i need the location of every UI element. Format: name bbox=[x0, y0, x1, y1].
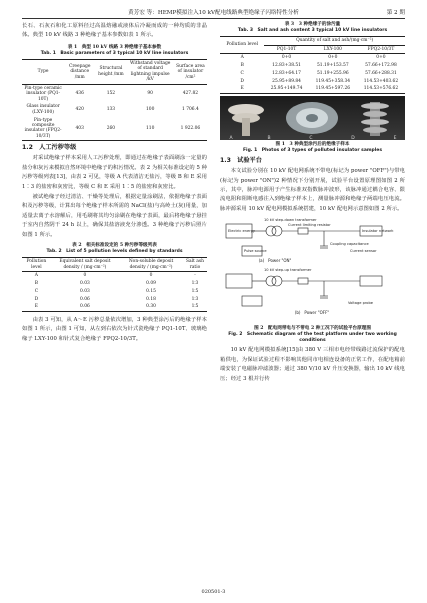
table-cell: 1 922.06 bbox=[174, 116, 207, 141]
table-cell: 260 bbox=[95, 116, 126, 141]
table-cell: A bbox=[34, 273, 38, 279]
table-cell: 114.53+576.62 bbox=[357, 85, 405, 93]
table-cell: 0.03 bbox=[80, 288, 90, 294]
table-cell: 0.30 bbox=[119, 303, 183, 311]
current-limit-label: Current limiting resistor bbox=[288, 223, 331, 228]
current-sensor-label: Current sensor bbox=[350, 249, 377, 254]
figure-1-caption-en: Fig. 1 Photos of 3 types of polluted insulator samples bbox=[242, 148, 383, 154]
table-1 bbox=[22, 45, 207, 142]
table-cell: 133 bbox=[106, 107, 116, 113]
table-3-header: PQ1-10T bbox=[264, 45, 308, 53]
result-paragraph: 由表 3 可知，从 A～E 污秽总量依次增加，3 种典型涂污后的绝缘子样本如图 1 所示，由图 1 可知，从左到右依次为针式瓷绝缘子 PQ1-10T、玻璃绝缘子 LXY-100 和针式复合绝缘子 FPQ2-10/3T。 bbox=[22, 317, 207, 342]
table-cell: C bbox=[240, 70, 244, 76]
step-up-transformer-icon bbox=[266, 276, 276, 286]
table-1-header: Creepage distance /mm bbox=[64, 60, 95, 85]
test-platform-schematic bbox=[220, 216, 405, 324]
insulator-photo bbox=[220, 96, 405, 140]
table-cell: B bbox=[34, 281, 38, 287]
table-cell: Pin-type composite insulator (FPQ2-10/3T) bbox=[22, 116, 64, 141]
table-cell: 25.95+149.74 bbox=[264, 85, 308, 93]
table-cell: 100 bbox=[146, 107, 155, 113]
table-cell: 0 bbox=[83, 273, 87, 279]
table-row bbox=[220, 70, 405, 78]
table-cell: 427.82 bbox=[182, 91, 199, 97]
table-cell: Pin-type ceramic insulator (PQ1-10T) bbox=[24, 85, 62, 102]
table-cell: E bbox=[22, 303, 51, 311]
table-1-header: Type bbox=[22, 60, 64, 85]
coupling-label: Coupling capacitance bbox=[330, 242, 369, 247]
sample-label: E bbox=[393, 135, 397, 141]
table-2 bbox=[22, 243, 207, 312]
table-row bbox=[22, 288, 207, 296]
table-row bbox=[22, 103, 207, 116]
figure-1-caption-cn: 图 1 3 种典型涂污后的绝缘子样本 bbox=[275, 141, 350, 147]
glass-insulator-image bbox=[286, 102, 338, 134]
step-up-label: 10 kV step-up transformer bbox=[264, 268, 312, 273]
table-cell: Glass insulator (LXY-100) bbox=[26, 104, 60, 115]
table-cell: 0+0 bbox=[376, 55, 386, 61]
table-2-header: Equivalent salt deposit density / (mg·cm⁻²) bbox=[51, 258, 119, 272]
section-heading-platform: 1.3 试验平台 bbox=[220, 157, 262, 165]
table-row bbox=[220, 77, 405, 85]
table-2-caption-en: Tab. 2 List of 5 pollution levels defined by standards bbox=[46, 249, 183, 255]
table-cell: 57.66+172.98 bbox=[365, 62, 397, 68]
page-number: 020501-3 bbox=[201, 589, 226, 595]
table-cell: 1 706.4 bbox=[182, 107, 199, 113]
step-down-transformer-icon bbox=[266, 226, 276, 236]
table-cell: 1∶5 bbox=[183, 303, 207, 311]
table-cell: 12.83+38.51 bbox=[272, 62, 301, 68]
sample-label: A bbox=[229, 135, 233, 141]
step-down-label: 10 kV step-down transformer bbox=[264, 218, 317, 223]
table-3-header: FPQ2-10/3T bbox=[357, 45, 405, 53]
table-cell: - bbox=[194, 273, 196, 279]
sample-label: B bbox=[267, 135, 271, 141]
table-1-header: Withstand voltage of standard lightning impulse /kV bbox=[127, 60, 174, 85]
table-cell: 0.18 bbox=[146, 296, 156, 302]
schematic-drawing bbox=[220, 216, 405, 320]
table-1-grid bbox=[22, 59, 207, 141]
sub-b-caption: (b) Power "OFF" bbox=[294, 310, 330, 316]
intro-paragraph: 长石、石灰石和化工原料径过高温熔融或液体后冷凝而成的一种均质的非晶体。典型 10 kV 线路 3 种绝缘子基本参数如表 1 所示。 bbox=[22, 23, 207, 39]
table-cell: B bbox=[240, 62, 244, 68]
table-cell: 0+0 bbox=[281, 55, 292, 61]
composite-insulator-image bbox=[361, 102, 389, 136]
table-3-header: Pollution level bbox=[220, 37, 264, 54]
table-3-grid bbox=[220, 36, 405, 94]
table-cell: 0.06 bbox=[80, 296, 90, 302]
table-cell: 51.19+255.96 bbox=[317, 70, 349, 76]
table-cell: 90 bbox=[147, 91, 153, 97]
schematic-power-on bbox=[226, 218, 394, 263]
table-cell: 0.06 bbox=[51, 303, 119, 311]
table-row bbox=[22, 84, 207, 103]
current-limiting-resistor-icon bbox=[298, 228, 308, 234]
sample-label: C bbox=[309, 135, 313, 141]
table-row bbox=[22, 272, 207, 280]
section-heading-pollution: 1.2 人工污秽等级 bbox=[22, 144, 77, 152]
table-cell: 152 bbox=[106, 91, 116, 97]
table-2-caption-cn: 表 2 相关标准设定的 5 种污秽等级列表 bbox=[72, 243, 157, 249]
system-paragraph: 10 kV 配电网模拟系统[15]由 380 V 三相市电经带线路过流保护的配电箱供电，为保证试验过程不影响其他同市电相连设备的正常工作，在配电箱前端安装了电磁脉冲滤波器；通过 380 V/10 kV 升压变换器，输出 10 kV 线电压；经过 3 根并行传 bbox=[220, 347, 405, 382]
table-cell: 0+0 bbox=[328, 55, 338, 61]
table-2-header: Non-soluble deposit density / (mg·cm⁻²) bbox=[119, 258, 183, 272]
table-cell: 0.15 bbox=[146, 288, 156, 294]
table-3-caption-cn: 表 3 3 种绝缘子的涂污量 bbox=[284, 22, 341, 27]
table-cell: 1∶3 bbox=[191, 296, 199, 302]
table-3-group-header: Quantity of salt and ash/(mg·cm⁻²) bbox=[264, 37, 405, 45]
table-cell: 119.45+358.34 bbox=[315, 78, 351, 84]
table-1-header: Surface area of insulator /cm² bbox=[174, 60, 207, 85]
table-2-grid bbox=[22, 257, 207, 312]
platform-paragraph: 本文试验分别在 10 kV 配电网系统不带电(标记为 power "OFF")与带电(标记为 power "ON")2 种情况下分别开展，试验平台设置原理图如图 2 所示，其中，脉冲电源用于产生标准双指数脉冲波形，该脉冲通过耦合电容、限流电阻和阻断电感注入到绝缘子样本上，测量脉冲源和绝缘子两端电压电流。脉冲源采用 10 kV 配电网模拟系统搭建，10 kV 配电网示意图如图 2 所示。 bbox=[220, 168, 405, 212]
right-column bbox=[220, 22, 405, 385]
table-row bbox=[220, 85, 405, 93]
process-paragraph: 被试绝缘子经过清洁、干燥等处理后，根据定量涂刷法，依据绝缘子表面积及污秽等级，计算出每个绝缘子样本所需的 NaCl(盐)与高岭土(灰)用量，加适量去离子水溶解后，用毛刷将其均匀涂刷在绝缘子表面，最后将绝缘子悬挂于室内自然阴干 24 h 以上，确保其盐溶液充分渗透。3 种绝缘子污秽后照片如图 1 所示。 bbox=[22, 194, 207, 238]
table-cell: 1∶3 bbox=[191, 281, 199, 287]
voltage-probe-label: Voltage probe bbox=[348, 301, 373, 306]
table-2-header: Pollution level bbox=[22, 258, 51, 272]
table-row bbox=[22, 303, 207, 311]
table-cell: E bbox=[220, 85, 264, 93]
table-row bbox=[22, 116, 207, 141]
table-cell: A bbox=[240, 55, 244, 61]
table-cell: 114.53+403.62 bbox=[363, 78, 399, 84]
table-cell: 436 bbox=[75, 91, 84, 97]
figure-2-caption-cn: 图 2 配电网带电与不带电 2 种工况下的试验平台原理图 bbox=[254, 326, 371, 332]
table-3 bbox=[220, 22, 405, 94]
electric-energy-label: Electric energy bbox=[228, 229, 255, 234]
table-cell: 25.95+89.84 bbox=[272, 78, 301, 84]
table-cell: 1∶5 bbox=[191, 288, 199, 294]
table-row bbox=[22, 280, 207, 288]
table-cell: 119.45+597.26 bbox=[309, 85, 357, 93]
table-1-caption-en: Tab. 1 Basic parameters of 3 typical 10 kV line insulators bbox=[40, 51, 189, 57]
ceramic-insulator-image bbox=[228, 104, 264, 136]
table-3-header: LXY-100 bbox=[309, 45, 357, 53]
table-cell: D bbox=[34, 296, 39, 302]
figure-2-caption-en: Fig. 2 Schematic diagram of the test platform under two working conditions bbox=[228, 332, 397, 344]
table-row bbox=[220, 54, 405, 62]
running-header bbox=[22, 8, 405, 19]
schematic-power-off bbox=[226, 268, 382, 315]
table-3-caption-en: Tab. 3 Salt and ash content 3 typical 10 kV line insulators bbox=[237, 28, 388, 34]
table-cell: 110 bbox=[127, 116, 174, 141]
table-cell: 0.09 bbox=[146, 281, 156, 287]
table-cell: 12.83+64.17 bbox=[272, 70, 301, 76]
table-cell: C bbox=[34, 288, 39, 294]
page-label: 第 2 期 bbox=[386, 10, 405, 16]
table-row bbox=[22, 295, 207, 303]
running-title: 黄芳宏 等：HEMP模拟注入10 kV配电线路典型绝缘子闪络特性分析 bbox=[128, 10, 299, 16]
sample-label: D bbox=[351, 135, 355, 141]
table-cell: 51.19+153.57 bbox=[317, 62, 349, 68]
table-cell: 403 bbox=[64, 116, 95, 141]
sub-a-caption: (a) Power "ON" bbox=[258, 258, 292, 264]
table-cell: 420 bbox=[75, 107, 84, 113]
table-cell: 0 bbox=[149, 273, 153, 279]
pulse-source-label: Pulse source bbox=[244, 249, 267, 254]
table-cell: 57.66+288.31 bbox=[365, 70, 397, 76]
table-cell: D bbox=[240, 78, 244, 84]
table-2-header: Salt ash ratio bbox=[183, 258, 207, 272]
table-cell: 0.03 bbox=[80, 281, 90, 287]
pollution-paragraph: 对采试绝缘子样本采用人工污秽处理，即通过在绝缘子表面刷涂一定量的盐分和灰污来模拟自然环境中绝缘子的积污情况。表 2 为相关标准设定的 5 种污秽等级列表[13]，由表 2 可见，等级 A 代表清洁无盐污，等级 B 和 E 采用 1∶3 的盐密和灰密比，等级 C 和 E 采用 1∶5 的盐密和灰密比。 bbox=[22, 155, 207, 190]
left-column bbox=[22, 22, 207, 345]
table-row bbox=[220, 62, 405, 70]
insulator-photo-drawing bbox=[220, 96, 405, 140]
insulator-network-label: Insulator network bbox=[362, 229, 394, 234]
table-1-caption-cn: 表 1 典型 10 kV 线路 3 种绝缘子基本参数 bbox=[67, 44, 162, 50]
table-1-header: Structural height /mm bbox=[95, 60, 126, 85]
